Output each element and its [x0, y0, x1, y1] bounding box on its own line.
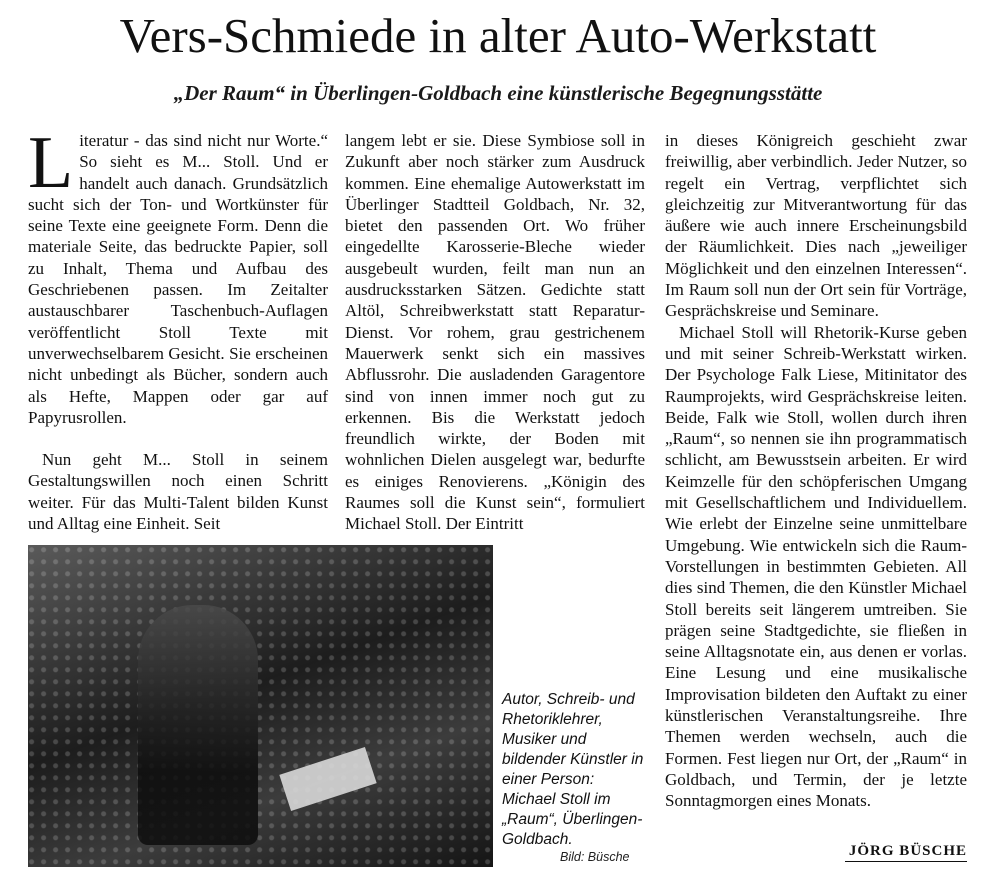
paragraph: langem lebt er sie. Diese Symbiose soll in Zukunft aber noch stärker zum Ausdruck kommen. Eine ehemalige Autowerkstatt im Überlinger Stadtteil Goldbach, Nr. 32, bietet den passenden Ort. Wo früher eingedellte Karosserie-Bleche wieder ausgebeult wurden, feilt man nun an ausdrucksstarken Sätzen. Gedichte statt Altöl, Schreibwerkstatt statt Reparatur-Dienst. Vor rohem, grau gestrichenem Mauerwerk senkt sich ein massives Abflussrohr. Die ausladenden Garagentore sind von innen immer noch gut zu erkennen. Bis die Werkstatt jedoch freundlich wirkte, der Boden mit wohnlichen Dielen ausgelegt war, bedurfte es einiges Renovierens. „Königin des Raumes soll die Kunst sein“, formuliert Michael Stoll. Der Eintritt	[345, 131, 645, 534]
paragraph: Nun geht M... Stoll in seinem Gestaltungswillen noch einen Schritt weiter. Für das Multi-Talent bilden Kunst und Alltag eine Einheit. Seit	[28, 450, 328, 534]
column-3	[665, 130, 967, 812]
photo-credit: Bild: Büsche	[560, 850, 630, 864]
column-2	[345, 130, 645, 535]
photo-caption: Autor, Schreib- und Rhetoriklehrer, Musiker und bildender Künstler in einer Person: Michael Stoll im „Raum“, Überlingen-Goldbach.	[502, 691, 644, 848]
article-subheadline: „Der Raum“ in Überlingen-Goldbach eine künstlerische Begegnungsstätte	[173, 81, 823, 105]
person-silhouette	[138, 605, 258, 845]
paragraph	[28, 122, 328, 428]
drop-cap: L	[28, 122, 74, 204]
paper-sheet	[279, 747, 376, 811]
paragraph-text: iteratur - das sind nicht nur Worte.“ So sieht es M... Stoll. Und er handelt auch danach. Grundsätzlich sucht sich der Ton- und Wortkünster für seine Texte eine geeignete Form. Denn die materiale Seite, das bedruckte Papier, soll zu Inhalt, Thema und Aufbau des Geschriebenen passen. Im Zeitalter austauschbarer Taschenbuch-Auflagen veröffentlicht Stoll Texte mit unverwechselbarem Gesicht. Sie erscheinen nicht unbedingt als Bücher, sondern auch als Hefte, Mappen oder gar auf Papyrusrollen.	[28, 131, 328, 427]
author-byline: JÖRG BÜSCHE	[845, 843, 967, 862]
article-photo	[28, 545, 493, 867]
paragraph: in dieses Königreich geschieht zwar freiwillig, aber verbindlich. Jeder Nutzer, so regelt ein Vertrag, verpflichtet sich gleichzeitig zur Mitverantwortung für das äußere wie auch innere Erscheinungsbild der Räumlichkeit. Dies nach „jeweiliger Möglichkeit und den einzelnen Interessen“. Im Raum soll nun der Ort sein für Vorträge, Gesprächskreise und Seminare.	[665, 131, 967, 321]
article-headline: Vers-Schmiede in alter Auto-Werkstatt	[119, 8, 877, 63]
column-1	[28, 122, 328, 534]
paragraph: Michael Stoll will Rhetorik-Kurse geben und mit seiner Schreib-Werkstatt wirken. Der Psychologe Falk Liese, Mitinitator des Raumprojekts, wird Gesprächskreise leiten. Beide, Falk wie Stoll, wollen durch ihren „Raum“, so nennen sie ihn programmatisch schlicht, am Bewusstsein arbeiten. Er wird Keimzelle für den schöpferischen Umgang mit Gesellschaftlichem und Individuellem. Wie erlebt der Einzelne seine unmittelbare Umgebung. Wie entwickeln sich die Raum-Vorstellungen in bestimmten Gebieten. All dies sind Themen, die den Künstler Michael Stoll bereits seit längerem umtreiben. Sie prägen seine Stadtgedichte, sie fließen in seine Alltagsnotate ein, aus denen er vorlas. Eine Lesung und eine musikalische Improvisation bildeten den Auftakt zu einer künstlerischen Veranstaltungsreihe. Ihre Themen werden wechseln, auch die Formen. Fest liegen nur Ort, der „Raum“ in Goldbach, und Termin, der je letzte Sonntagmorgen eines Monats.	[665, 322, 967, 811]
